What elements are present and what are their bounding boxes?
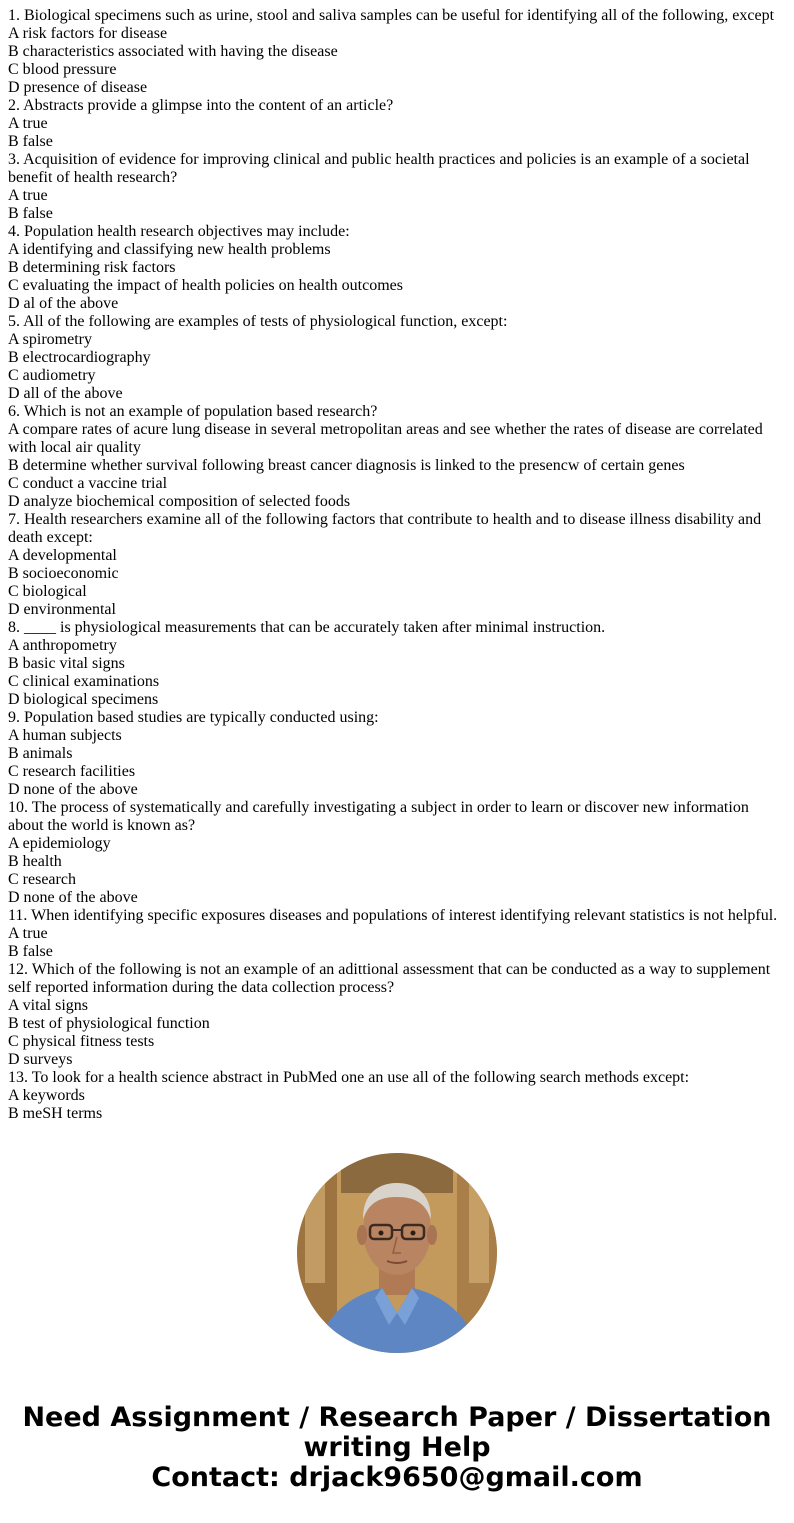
answer-option: B determining risk factors — [8, 259, 176, 276]
answer-option: A true — [8, 187, 48, 204]
question-text: 13. To look for a health science abstract in PubMed one an use all of the following search methods except: — [8, 1069, 690, 1086]
answer-option: C research facilities — [8, 763, 136, 780]
answer-option: C research — [8, 871, 76, 888]
answer-option: B false — [8, 133, 53, 150]
answer-option: D presence of disease — [8, 79, 148, 96]
question-text: 8. ____ is physiological measurements that can be accurately taken after minimal instruction. — [8, 619, 606, 636]
answer-option: A compare rates of acure lung disease in several metropolitan areas and see whether the rates of disease are correlated with local air quality — [8, 421, 763, 456]
answer-option: A identifying and classifying new health problems — [8, 241, 331, 258]
answer-option: D biological specimens — [8, 691, 159, 708]
answer-option: B meSH terms — [8, 1105, 103, 1122]
answer-option: D none of the above — [8, 781, 138, 798]
question-text: 5. All of the following are examples of tests of physiological function, except: — [8, 313, 508, 330]
question-text: 9. Population based studies are typically conducted using: — [8, 709, 379, 726]
answer-option: D al of the above — [8, 295, 119, 312]
question-text: 12. Which of the following is not an example of an adittional assessment that can be conducted as a way to supplement self reported information during the data collection process? — [8, 961, 771, 996]
contact-banner — [0, 1403, 794, 1493]
question-text: 2. Abstracts provide a glimpse into the content of an article? — [8, 97, 394, 114]
answer-option: A epidemiology — [8, 835, 111, 852]
answer-option: B animals — [8, 745, 73, 762]
author-photo — [297, 1153, 497, 1353]
answer-option: B health — [8, 853, 62, 870]
answer-option: B false — [8, 205, 53, 222]
answer-option: A developmental — [8, 547, 117, 564]
answer-option: D analyze biochemical composition of selected foods — [8, 493, 351, 510]
answer-option: A anthropometry — [8, 637, 117, 654]
question-text: 4. Population health research objectives may include: — [8, 223, 350, 240]
footer-contact-email: Contact: drjack9650@gmail.com — [151, 1462, 643, 1493]
question-text: 1. Biological specimens such as urine, stool and saliva samples can be useful for identifying all of the following, except — [8, 7, 775, 24]
answer-option: D environmental — [8, 601, 116, 618]
question-text: 7. Health researchers examine all of the following factors that contribute to health and to disease illness disability and death except: — [8, 511, 762, 546]
answer-option: D surveys — [8, 1051, 73, 1068]
answer-option: C physical fitness tests — [8, 1033, 155, 1050]
answer-option: B socioeconomic — [8, 565, 119, 582]
answer-option: B characteristics associated with having the disease — [8, 43, 338, 60]
answer-option: C audiometry — [8, 367, 96, 384]
answer-option: B false — [8, 943, 53, 960]
answer-option: A keywords — [8, 1087, 85, 1104]
question-text: 11. When identifying specific exposures diseases and populations of interest identifying relevant statistics is not helpful. — [8, 907, 778, 924]
answer-option: C blood pressure — [8, 61, 117, 78]
footer-line-2: writing Help — [303, 1432, 491, 1463]
answer-option: D none of the above — [8, 889, 138, 906]
question-text: 6. Which is not an example of population based research? — [8, 403, 378, 420]
question-text: 10. The process of systematically and carefully investigating a subject in order to learn or discover new information about the world is known as? — [8, 799, 749, 834]
question-list — [8, 7, 786, 1123]
answer-option: B basic vital signs — [8, 655, 125, 672]
answer-option: A true — [8, 115, 48, 132]
answer-option: A vital signs — [8, 997, 89, 1014]
answer-option: B electrocardiography — [8, 349, 151, 366]
footer-line-1: Need Assignment / Research Paper / Dissertation — [22, 1402, 772, 1433]
answer-option: C evaluating the impact of health policies on health outcomes — [8, 277, 403, 294]
answer-option: C clinical examinations — [8, 673, 160, 690]
answer-option: A human subjects — [8, 727, 122, 744]
answer-option: A risk factors for disease — [8, 25, 168, 42]
answer-option: C biological — [8, 583, 87, 600]
answer-option: D all of the above — [8, 385, 123, 402]
answer-option: A true — [8, 925, 48, 942]
question-text: 3. Acquisition of evidence for improving clinical and public health practices and policies is an example of a societal benefit of health research? — [8, 151, 750, 186]
answer-option: A spirometry — [8, 331, 92, 348]
answer-option: B test of physiological function — [8, 1015, 210, 1032]
answer-option: B determine whether survival following breast cancer diagnosis is linked to the presencw of certain genes — [8, 457, 685, 474]
portrait-illustration — [297, 1153, 497, 1353]
answer-option: C conduct a vaccine trial — [8, 475, 168, 492]
